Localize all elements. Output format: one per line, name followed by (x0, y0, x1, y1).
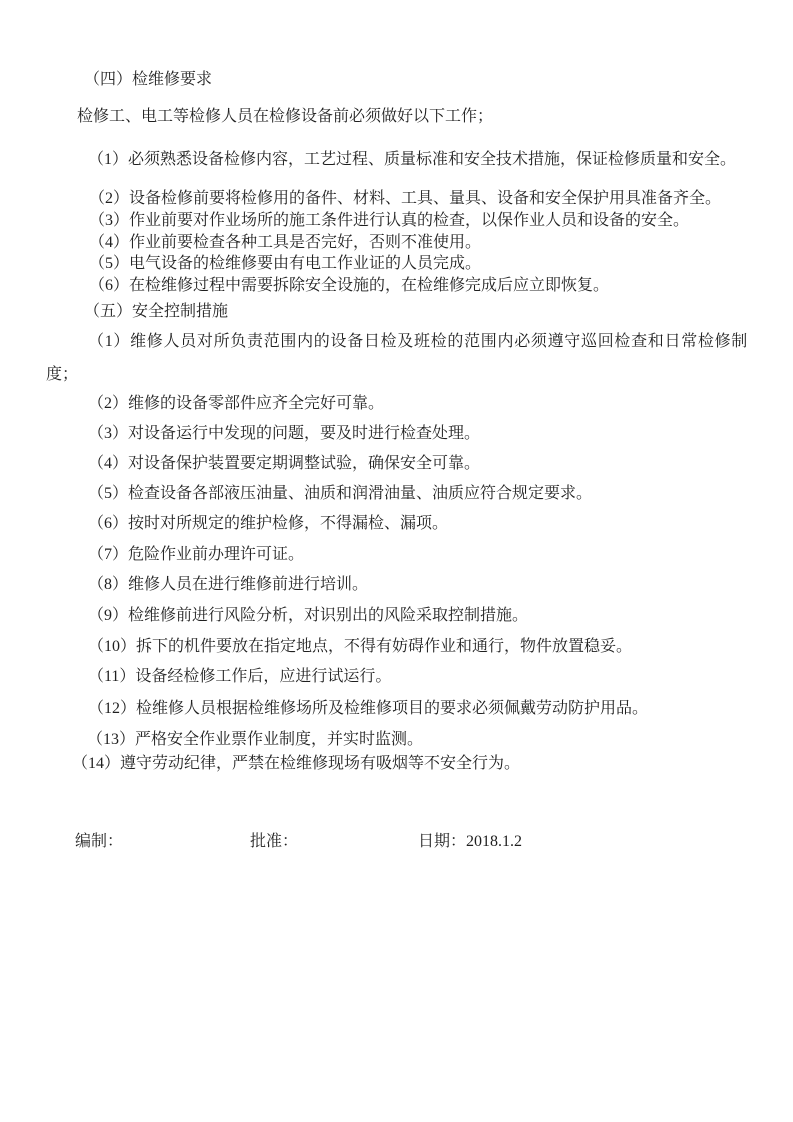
section-4-item-5: （5）电气设备的检维修要由有电工作业证的人员完成。 (89, 255, 482, 272)
section-4-item-1: （1）必须熟悉设备检修内容，工艺过程、质量标准和安全技术措施，保证检修质量和安全。 (88, 151, 737, 168)
section-5-item-7: （7）危险作业前办理许可证。 (88, 546, 305, 563)
section-5-item-3: （3）对设备运行中发现的问题，要及时进行检查处理。 (88, 425, 481, 442)
section-5-item-4: （4）对设备保护装置要定期调整试验，确保安全可靠。 (88, 455, 481, 472)
section-4-item-2: （2）设备检修前要将检修用的备件、材料、工具、量具、设备和安全保护用具准备齐全。 (89, 190, 722, 207)
section-5-item-9: （9）检维修前进行风险分析，对识别出的风险采取控制措施。 (88, 607, 529, 624)
section-5-item-10: （10）拆下的机件要放在指定地点，不得有妨碍作业和通行，物件放置稳妥。 (88, 638, 633, 655)
section-5-item-13: （13）严格安全作业票作业制度，并实时监测。 (87, 731, 424, 748)
section-5-item-8: （8）维修人员在进行维修前进行培训。 (88, 576, 369, 593)
section-5-item-14: （14）遵守劳动纪律，严禁在检维修现场有吸烟等不安全行为。 (72, 755, 521, 772)
section-5-item-1-line-2: 度； (46, 366, 79, 383)
section-5-item-2: （2）维修的设备零部件应齐全完好可靠。 (88, 395, 385, 412)
prepared-by-label: 编制： (75, 833, 124, 850)
section-4-item-4: （4）作业前要检查各种工具是否完好，否则不准使用。 (89, 234, 482, 251)
section-4-item-6: （6）在检维修过程中需要拆除安全设施的，在检维修完成后应立即恢复。 (89, 277, 610, 294)
section-5-item-12: （12）检维修人员根据检维修场所及检维修项目的要求必须佩戴劳动防护用品。 (88, 700, 649, 717)
section-5-item-1-line-1: （1）维修人员对所负责范围内的设备日检及班检的范围内必须遵守巡回检查和日常检修制 (88, 333, 749, 350)
section-5-item-6: （6）按时对所规定的维护检修，不得漏检、漏项。 (88, 515, 449, 532)
approved-by-label: 批准： (250, 833, 299, 850)
section-5-item-11: （11）设备经检修工作后，应进行试运行。 (88, 668, 392, 685)
section-4-intro: 检修工、电工等检修人员在检修设备前必须做好以下工作； (77, 108, 494, 125)
section-5-heading: （五）安全控制措施 (84, 303, 229, 320)
date-label: 日期：2018.1.2 (418, 833, 523, 850)
section-5-item-5: （5）检查设备各部液压油量、油质和润滑油量、油质应符合规定要求。 (88, 485, 593, 502)
section-4-heading: （四）检维修要求 (84, 71, 213, 88)
section-4-item-3: （3）作业前要对作业场所的施工条件进行认真的检查，以保作业人员和设备的安全。 (89, 212, 690, 229)
